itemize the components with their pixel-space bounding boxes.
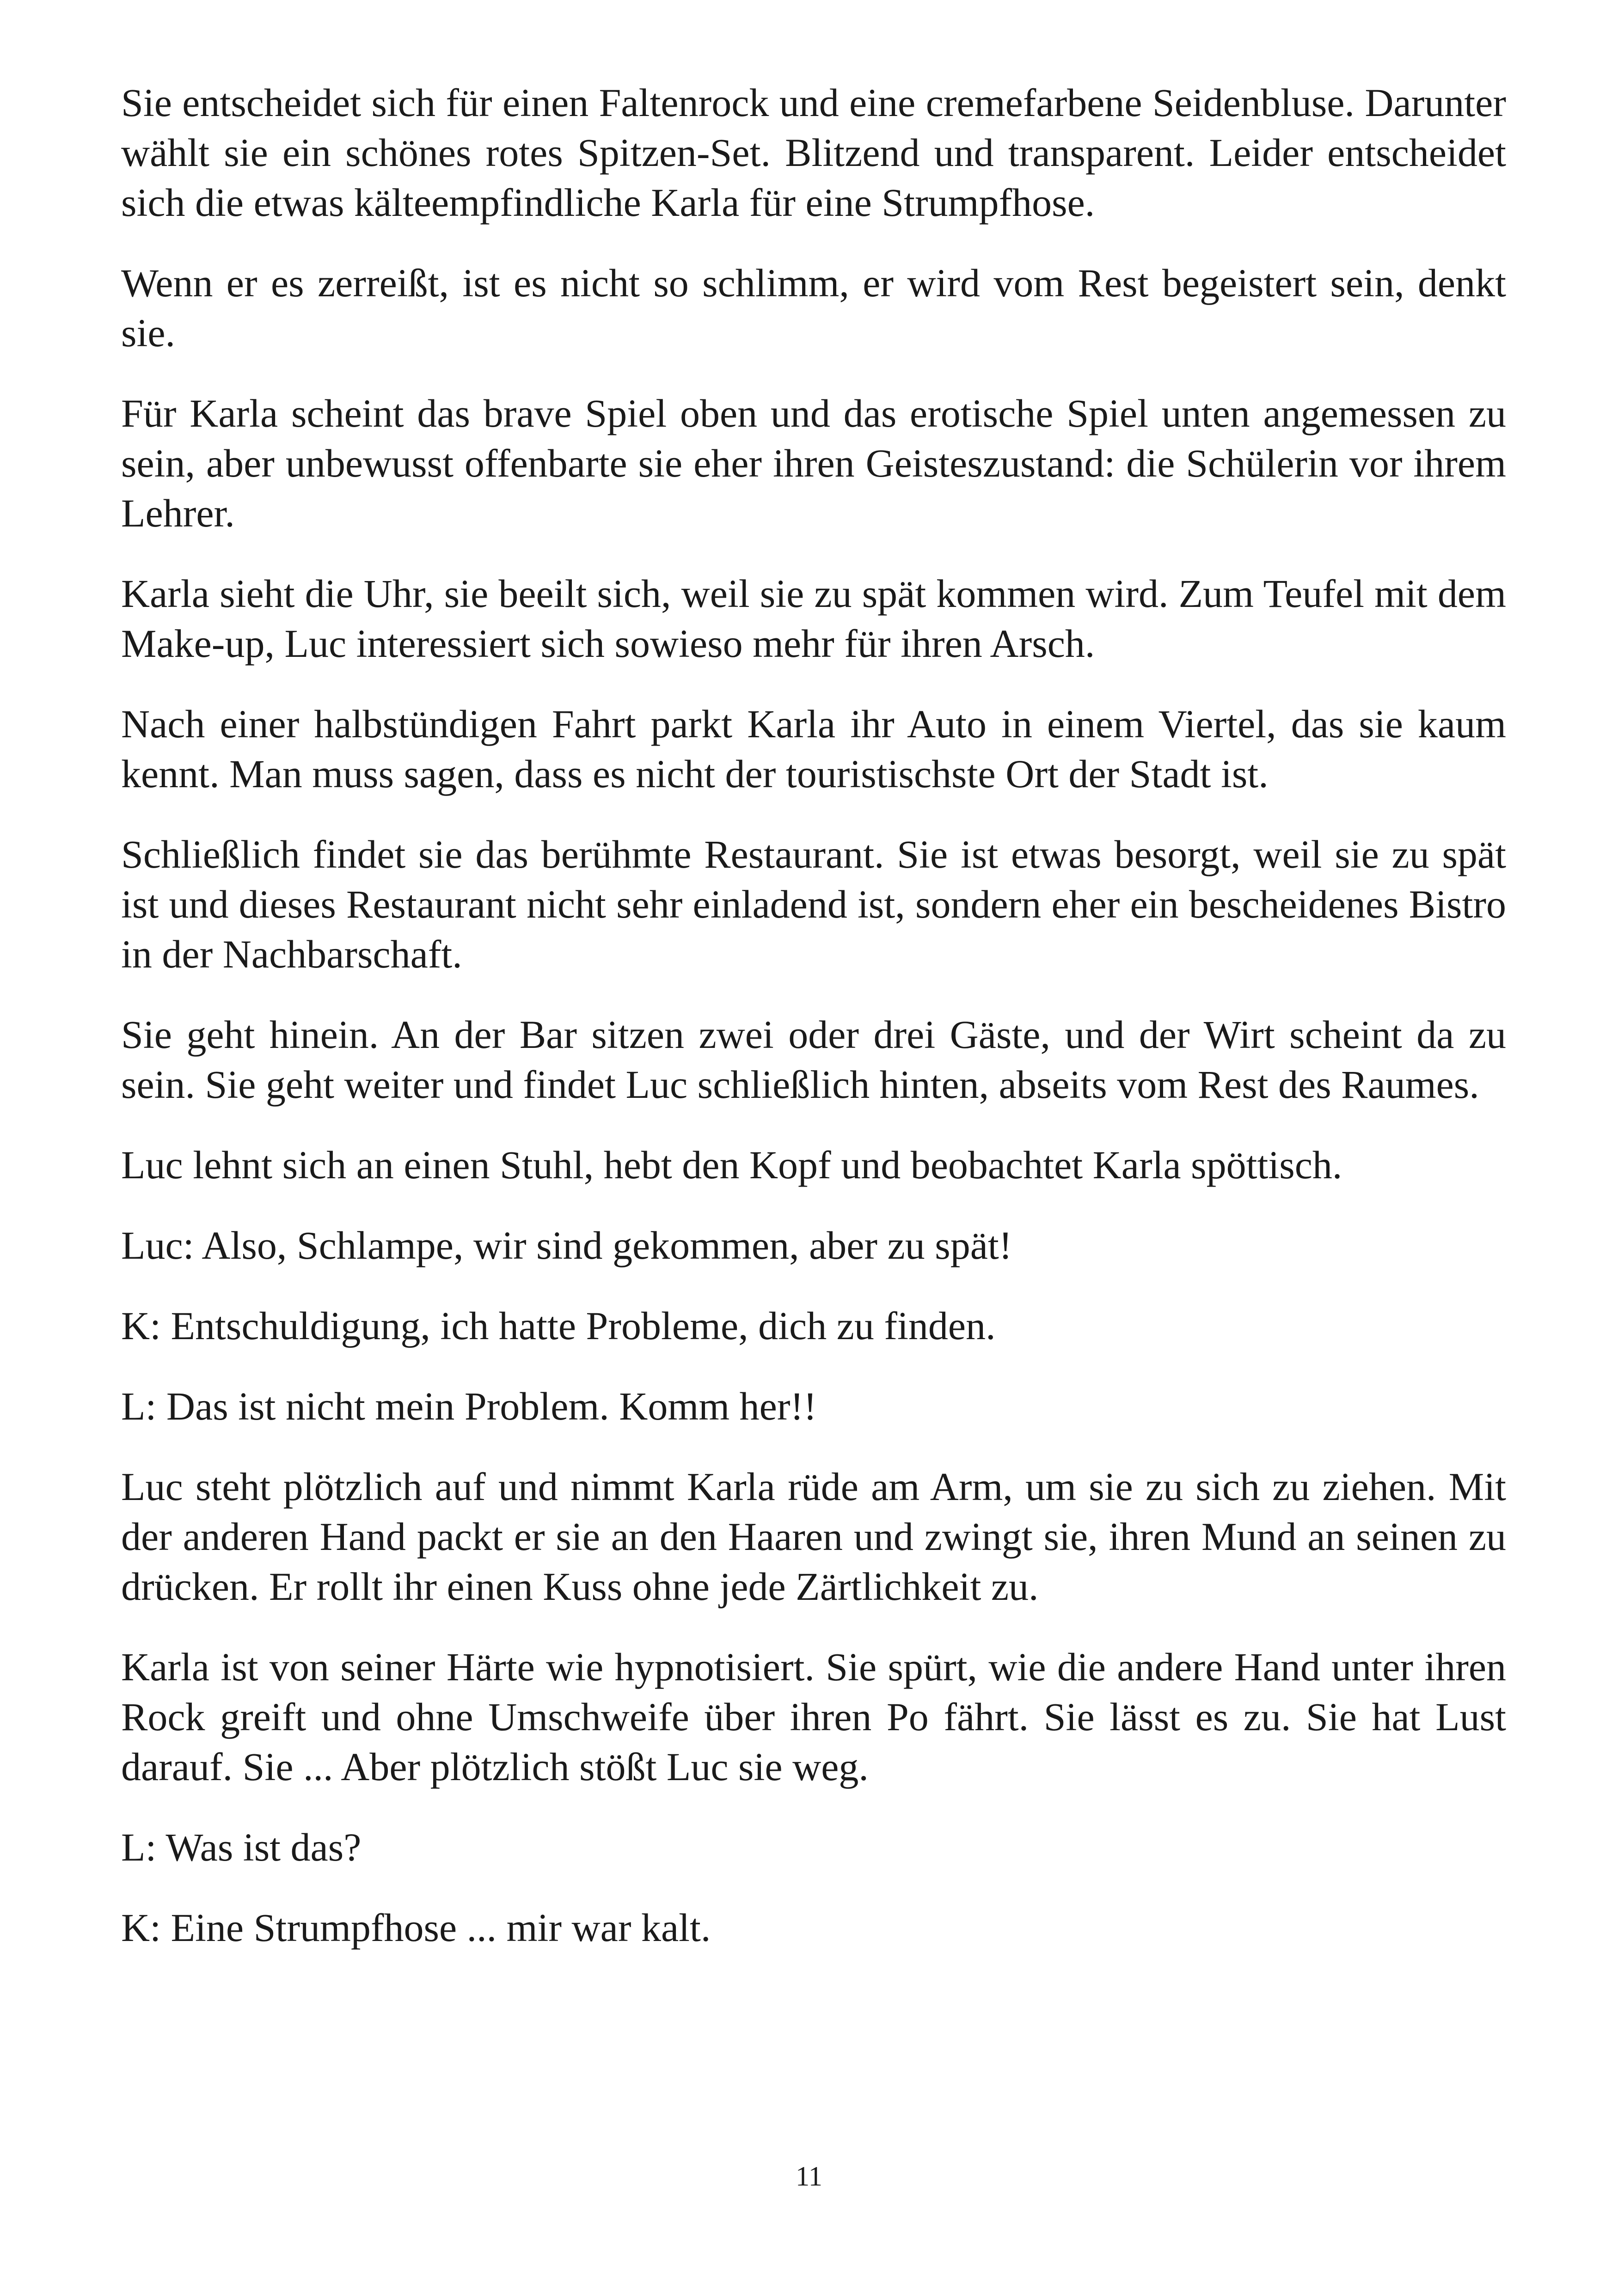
paragraph-12: Luc steht plötzlich auf und nimmt Karla rüde am Arm, um sie zu sich zu ziehen. Mit der anderen Hand packt er sie an den Haaren und zwingt sie, ihren Mund an seinen zu drücken. Er rollt ihr einen Kuss ohne jede Zärtlichkeit zu. [121, 1464, 1506, 1609]
paragraph-1: Sie entscheidet sich für einen Faltenrock und eine cremefarbene Seidenbluse. Darunter wählt sie ein schönes rotes Spitzen-Set. Blitzend und transparent. Leider entscheidet sich die etwas kälteempfindliche Karla für eine Strumpfhose. [121, 80, 1506, 225]
paragraph-2: Wenn er es zerreißt, ist es nicht so schlimm, er wird vom Rest begeistert sein, denkt sie. [121, 261, 1506, 355]
paragraph-13: Karla ist von seiner Härte wie hypnotisiert. Sie spürt, wie die andere Hand unter ihren Rock greift und ohne Umschweife über ihren Po fährt. Sie lässt es zu. Sie hat Lust darauf. Sie ... Aber plötzlich stößt Luc sie weg. [121, 1645, 1506, 1789]
dialogue-luc-2: L: Das ist nicht mein Problem. Komm her!! [121, 1384, 817, 1428]
paragraph-8: Luc lehnt sich an einen Stuhl, hebt den Kopf und beobachtet Karla spöttisch. [121, 1143, 1342, 1187]
paragraph-4: Karla sieht die Uhr, sie beeilt sich, weil sie zu spät kommen wird. Zum Teufel mit dem Make-up, Luc interessiert sich sowieso mehr für ihren Arsch. [121, 571, 1506, 666]
page-number: 11 [796, 2161, 822, 2192]
body-text [121, 78, 1506, 1983]
paragraph-5: Nach einer halbstündigen Fahrt parkt Karla ihr Auto in einem Viertel, das sie kaum kennt. Man muss sagen, dass es nicht der touristischste Ort der Stadt ist. [121, 702, 1506, 796]
paragraph-6: Schließlich findet sie das berühmte Restaurant. Sie ist etwas besorgt, weil sie zu spät ist und dieses Restaurant nicht sehr einladend ist, sondern eher ein bescheidenes Bistro in der Nachbarschaft. [121, 832, 1506, 976]
dialogue-karla-1: K: Entschuldigung, ich hatte Probleme, dich zu finden. [121, 1304, 996, 1348]
paragraph-7: Sie geht hinein. An der Bar sitzen zwei oder drei Gäste, und der Wirt scheint da zu sein. Sie geht weiter und findet Luc schließlich hinten, abseits vom Rest des Raumes. [121, 1012, 1506, 1107]
dialogue-luc-3: L: Was ist das? [121, 1825, 362, 1869]
paragraph-3: Für Karla scheint das brave Spiel oben und das erotische Spiel unten angemessen zu sein, aber unbewusst offenbarte sie eher ihren Geisteszustand: die Schülerin vor ihrem Lehrer. [121, 391, 1506, 535]
dialogue-karla-2: K: Eine Strumpfhose ... mir war kalt. [121, 1905, 711, 1950]
dialogue-luc-1: Luc: Also, Schlampe, wir sind gekommen, aber zu spät! [121, 1223, 1012, 1267]
